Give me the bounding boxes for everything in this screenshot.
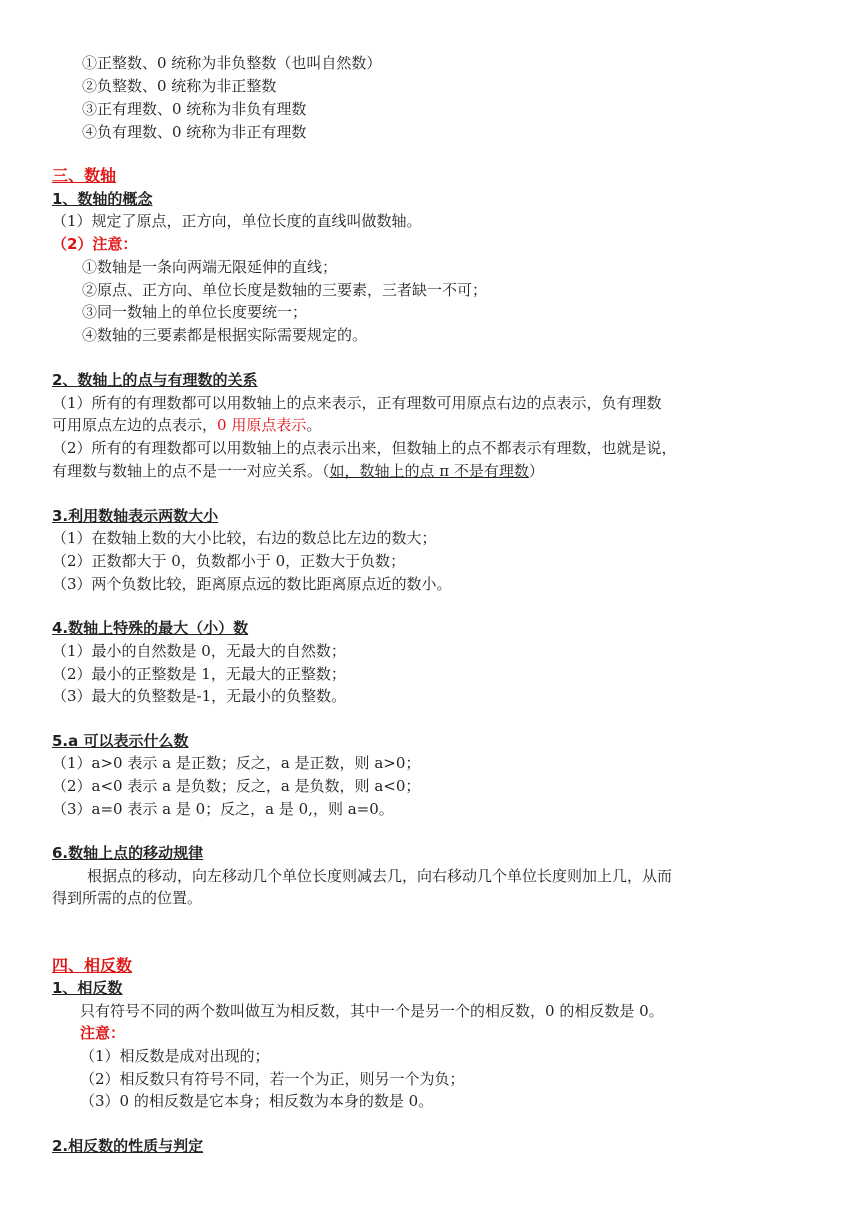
list-item: （3）两个负数比较，距离原点远的数比距离原点近的数小。 <box>52 575 452 593</box>
list-item: ②负整数、0 统称为非正整数 <box>82 77 277 95</box>
list-item: （3）最大的负整数是-1，无最小的负整数。 <box>52 687 347 705</box>
paragraph: （1）所有的有理数都可以用数轴上的点来表示，正有理数可用原点右边的点表示，负有理数 <box>52 394 662 412</box>
subsection-title: 1、相反数 <box>52 979 123 997</box>
paragraph <box>52 414 321 436</box>
text-run: 可用原点左边的点表示， <box>52 416 218 434</box>
paragraph: 得到所需的点的位置。 <box>52 889 203 907</box>
list-item: （3）a=0 表示 a 是 0；反之，a 是 0,，则 a=0。 <box>52 800 394 818</box>
list-item: ④数轴的三要素都是根据实际需要规定的。 <box>82 326 368 344</box>
list-item: （1）相反数是成对出现的； <box>80 1047 270 1065</box>
subsection-title: 4.数轴上特殊的最大（小）数 <box>52 619 249 637</box>
list-item: （2）最小的正整数是 1，无最大的正整数； <box>52 665 346 683</box>
paragraph: 只有符号不同的两个数叫做互为相反数，其中一个是另一个的相反数，0 的相反数是 0。 <box>80 1002 664 1020</box>
list-item: （1）在数轴上数的大小比较，右边的数总比左边的数大； <box>52 529 437 547</box>
note-label: （2）注意： <box>52 235 138 253</box>
subsection-title: 2、数轴上的点与有理数的关系 <box>52 371 258 389</box>
list-item: ①数轴是一条向两端无限延伸的直线； <box>82 258 338 276</box>
text-run: ） <box>528 462 544 480</box>
highlight-text: 0 用原点表示 <box>217 416 307 434</box>
paragraph <box>52 460 544 482</box>
paragraph: （1）规定了原点，正方向，单位长度的直线叫做数轴。 <box>52 212 422 230</box>
list-item: （1）a>0 表示 a 是正数；反之，a 是正数，则 a>0； <box>52 754 421 772</box>
list-item: （2）正数都大于 0，负数都小于 0，正数大于负数； <box>52 552 406 570</box>
subsection-title: 5.a 可以表示什么数 <box>52 732 189 750</box>
list-item: ③正有理数、0 统称为非负有理数 <box>82 100 307 118</box>
list-item: （2）a<0 表示 a 是负数；反之，a 是负数，则 a<0； <box>52 777 421 795</box>
list-item: （1）最小的自然数是 0，无最大的自然数； <box>52 642 346 660</box>
text-run: 。 <box>306 416 322 434</box>
subsection-title: 6.数轴上点的移动规律 <box>52 844 204 862</box>
paragraph: （2）所有的有理数都可以用数轴上的点表示出来，但数轴上的点不都表示有理数，也就是说， <box>52 439 677 457</box>
paragraph: 根据点的移动，向左移动几个单位长度则减去几，向右移动几个单位长度则加上几，从而 <box>87 867 673 885</box>
section-title: 四、相反数 <box>52 956 133 975</box>
note-label: 注意： <box>80 1024 126 1042</box>
list-item: （2）相反数只有符号不同，若一个为正，则另一个为负； <box>80 1070 465 1088</box>
list-item: ①正整数、0 统称为非负整数（也叫自然数） <box>82 54 382 72</box>
list-item: （3）0 的相反数是它本身；相反数为本身的数是 0。 <box>80 1092 434 1110</box>
subsection-title: 2.相反数的性质与判定 <box>52 1137 204 1155</box>
list-item: ②原点、正方向、单位长度是数轴的三要素，三者缺一不可； <box>82 281 488 299</box>
underlined-example: 如，数轴上的点 π 不是有理数 <box>329 462 529 480</box>
text-run: 有理数与数轴上的点不是一一对应关系。（ <box>52 462 330 480</box>
list-item: ④负有理数、0 统称为非正有理数 <box>82 123 307 141</box>
subsection-title: 3.利用数轴表示两数大小 <box>52 507 219 525</box>
list-item: ③同一数轴上的单位长度要统一； <box>82 303 308 321</box>
subsection-title: 1、数轴的概念 <box>52 190 153 208</box>
section-title: 三、数轴 <box>52 166 117 185</box>
